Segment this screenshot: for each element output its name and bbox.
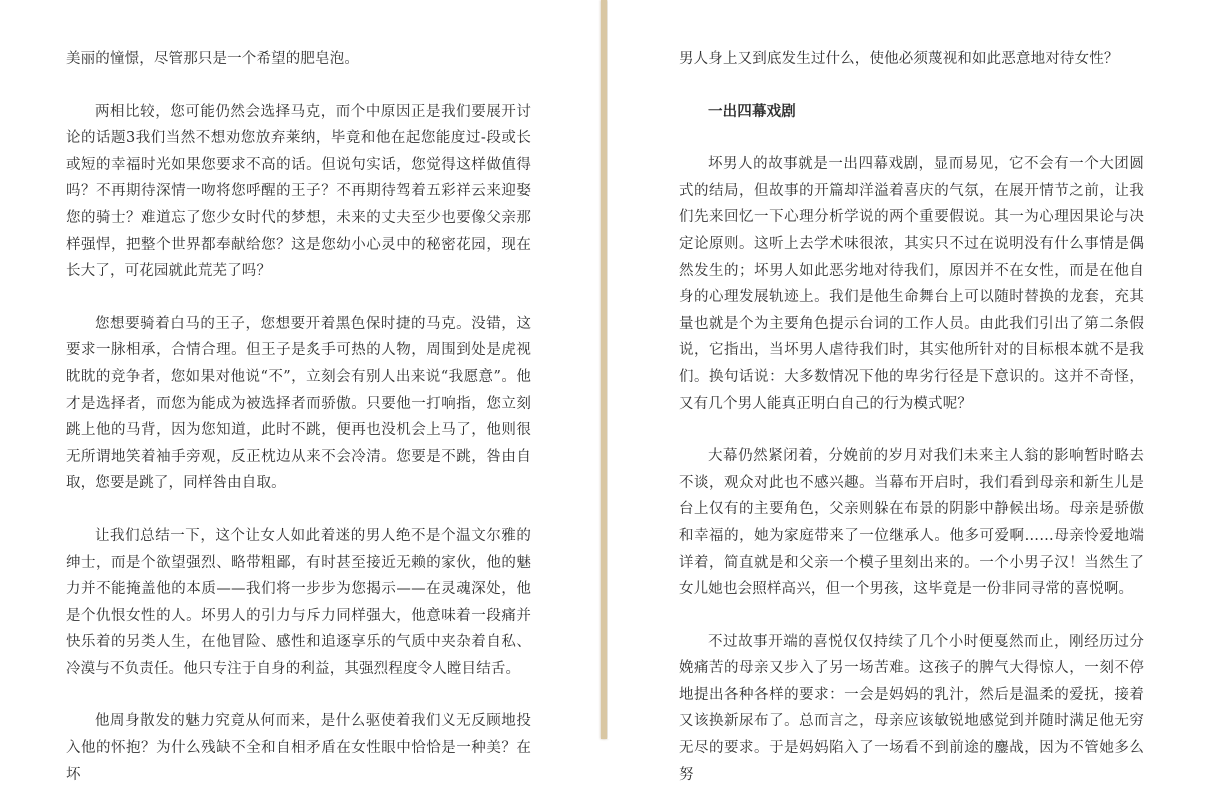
left-paragraph-4: 让我们总结一下，这个让女人如此着迷的男人绝不是个温文尔雅的绅士，而是个欲望强烈、略带粗鄙，有时甚至接近无赖的家伙，他的魅力并不能掩盖他的本质——我们将一步步为您揭示——在灵魂深处，他是个仇恨女性的人。坏男人的引力与斥力同样强大，他意味着一段痛并快乐着的另类人生，在他冒险、感性和追逐享乐的气质中夹杂着自私、冷漠与不负责任。他只专注于自身的利益，其强烈程度令人瞠目结舌。 (66, 527, 531, 677)
section-title: 一出四幕戏剧 (708, 102, 796, 120)
right-paragraph-3: 不过故事开端的喜悦仅仅持续了几个小时便戛然而止，刚经历过分娩痛苦的母亲又步入了另一场苦难。这孩子的脾气大得惊人，一刻不停地提出各种各样的要求：一会是妈妈的乳汁，然后是温柔的爱抚，接着又该换新尿布了。总而言之，母亲应该敏锐地感觉到并随时满足他无穷无尽的要求。于是妈妈陷入了一场看不到前途的鏖战，因为不管她多么努 (679, 633, 1144, 783)
book-gutter-divider (601, 0, 607, 739)
left-paragraph-2: 两相比较，您可能仍然会选择马克，而个中原因正是我们要展开讨论的话题3我们当然不想劝您放弃莱纳，毕竟和他在起您能度过-段或长或短的幸福时光如果您要求不高的话。但说句实话，您觉得这样做值得吗？不再期待深情一吻将您呼醒的王子？不再期待驾着五彩祥云来迎娶您的骑士？难道忘了您少女时代的梦想，未来的丈夫至少也要像父亲那样强悍，把整个世界都奉献给您？这是您幼小心灵中的秘密花园，现在长大了，可花园就此荒芜了吗？ (66, 103, 531, 280)
left-paragraph-5: 他周身散发的魅力究竟从何而来，是什么驱使着我们义无反顾地投入他的怀抱？为什么残缺不全和自相矛盾在女性眼中恰恰是一种美？在坏 (66, 713, 531, 783)
right-opening-paragraph: 男人身上又到底发生过什么，使他必须蔑视和如此恶意地对待女性？ (679, 51, 1119, 67)
right-paragraph-1: 坏男人的故事就是一出四幕戏剧，显而易见，它不会有一个大团圆式的结局，但故事的开篇却洋溢着喜庆的气氛，在展开情节之前，让我们先来回忆一下心理分析学说的两个重要假说。其一为心理因果论与决定论原则。这听上去学术味很浓，其实只不过在说明没有什么事情是偶然发生的；坏男人如此恶劣地对待我们，原因并不在女性，而是在他自身的心理发展轨迹上。我们是他生命舞台上可以随时替换的龙套，充其量也就是个为主要角色提示台词的工作人员。由此我们引出了第二条假说，它指出，当坏男人虐待我们时，其实他所针对的目标根本就不是我们。换句话说：大多数情况下他的卑劣行径是下意识的。这并不奇怪，又有几个男人能真正明白自己的行为模式呢？ (679, 156, 1144, 412)
right-paragraph-2: 大幕仍然紧闭着，分娩前的岁月对我们未来主人翁的影响暂时略去不谈，观众对此也不感兴趣。当幕布开启时，我们看到母亲和新生儿是台上仅有的主要角色，父亲则躲在布景的阴影中静候出场。母亲是骄傲和幸福的，她为家庭带来了一位继承人。他多可爱啊……母亲怜爱地端详着，简直就是和父亲一个模子里刻出来的。一个小男子汉！当然生了女儿她也会照样高兴，但一个男孩，这毕竟是一份非同寻常的喜悦啊。 (679, 448, 1144, 598)
left-paragraph-3: 您想要骑着白马的王子，您想要开着黑色保时捷的马克。没错，这要求一脉相承，合情合理。但王子是炙手可热的人物，周围到处是虎视眈眈的竞争者，您如果对他说“不”，立刻会有别人出来说“我愿意”。他才是选择者，而您为能成为被选择者而骄傲。只要他一打响指，您立刻跳上他的马背，因为您知道，此时不跳，便再也没机会上马了，他则很无所谓地笑着袖手旁观，反正枕边从来不会冷清。您要是不跳，咎由自取，您要是跳了，同样咎由自取。 (66, 315, 531, 492)
right-page (608, 0, 1210, 783)
left-page (0, 0, 603, 783)
left-paragraph-1: 美丽的憧憬，尽管那只是一个希望的肥皂泡。 (66, 51, 359, 67)
